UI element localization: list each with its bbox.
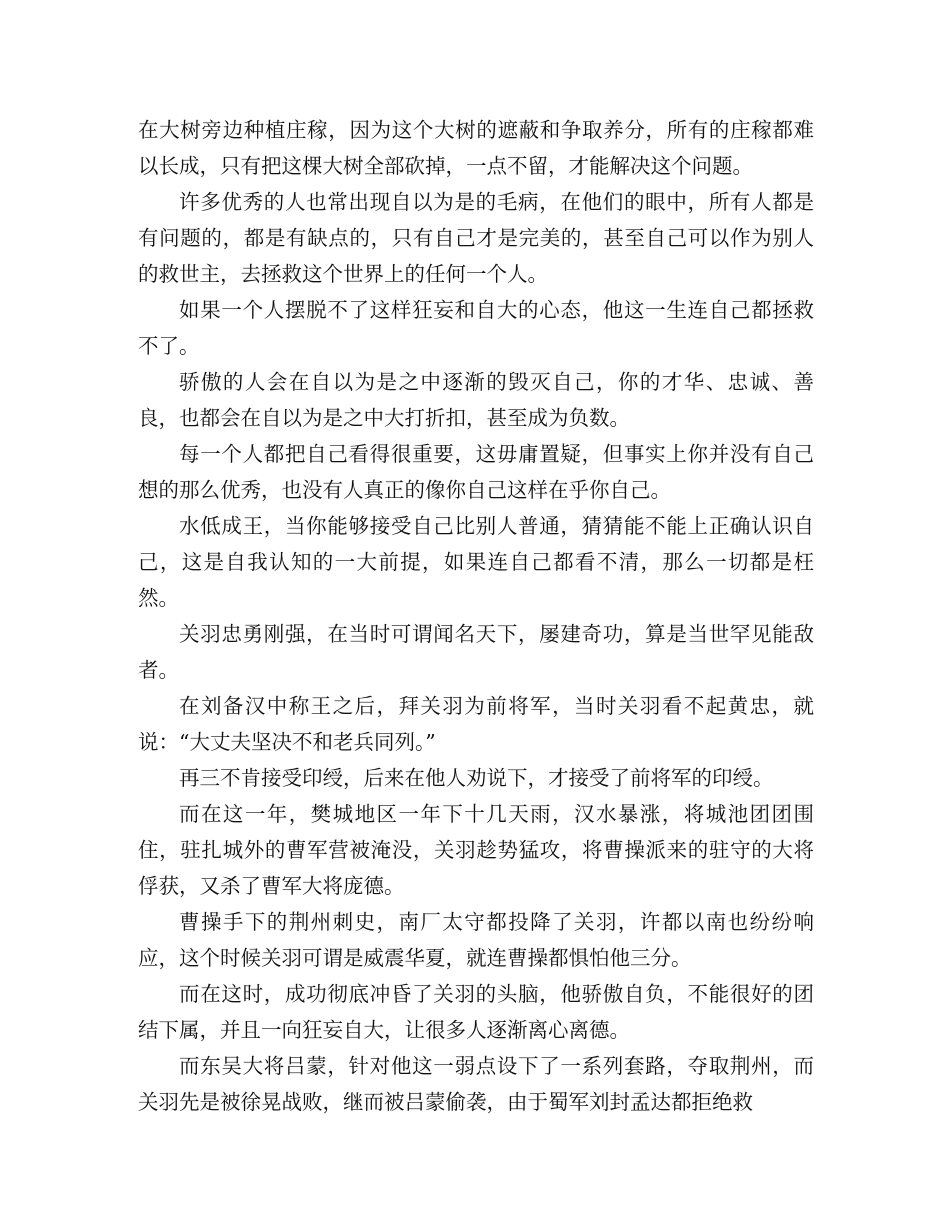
- paragraph-3: 如果一个人摆脱不了这样狂妄和自大的心态，他这一生连自己都拯救不了。: [138, 298, 814, 358]
- paragraph-9: 再三不肯接受印绶，后来在他人劝说下，才接受了前将军的印绶。: [179, 766, 774, 790]
- paragraph-8: 在刘备汉中称王之后，拜关羽为前将军，当时关羽看不起黄忠，就说：“大丈夫坚决不和老兵同列。”: [138, 694, 814, 754]
- paragraph-12: 而在这时，成功彻底冲昏了关羽的头脑，他骄傲自负，不能很好的团结下属，并且一向狂妄自大，让很多人逐渐离心离德。: [138, 982, 814, 1042]
- document-page: [138, 112, 814, 1120]
- paragraph-11: 曹操手下的荆州刺史，南厂太守都投降了关羽，许都以南也纷纷响应，这个时候关羽可谓是威震华夏，就连曹操都惧怕他三分。: [138, 910, 814, 970]
- paragraph-6: 水低成王，当你能够接受自己比别人普通，猜猜能不能上正确认识自己，这是自我认知的一大前提，如果连自己都看不清，那么一切都是枉然。: [138, 514, 814, 610]
- paragraph-7: 关羽忠勇刚强，在当时可谓闻名天下，屡建奇功，算是当世罕见能敌者。: [138, 622, 814, 682]
- paragraph-1: 在大树旁边种植庄稼，因为这个大树的遮蔽和争取养分，所有的庄稼都难以长成，只有把这棵大树全部砍掉，一点不留，才能解决这个问题。: [138, 118, 814, 178]
- paragraph-2: 许多优秀的人也常出现自以为是的毛病，在他们的眼中，所有人都是有问题的，都是有缺点的，只有自己才是完美的，甚至自己可以作为别人的救世主，去拯救这个世界上的任何一个人。: [138, 190, 814, 286]
- paragraph-10: 而在这一年，樊城地区一年下十几天雨，汉水暴涨，将城池团团围住，驻扎城外的曹军营被淹没，关羽趁势猛攻，将曹操派来的驻守的大将俘获，又杀了曹军大将庞德。: [138, 802, 814, 898]
- paragraph-4: 骄傲的人会在自以为是之中逐渐的毁灭自己，你的才华、忠诚、善良，也都会在自以为是之中大打折扣，甚至成为负数。: [138, 370, 814, 430]
- paragraph-13: 而东吴大将吕蒙，针对他这一弱点设下了一系列套路，夺取荆州，而关羽先是被徐晃战败，继而被吕蒙偷袭，由于蜀军刘封孟达都拒绝救: [138, 1054, 814, 1114]
- paragraph-5: 每一个人都把自己看得很重要，这毋庸置疑，但事实上你并没有自己想的那么优秀，也没有人真正的像你自己这样在乎你自己。: [138, 442, 814, 502]
